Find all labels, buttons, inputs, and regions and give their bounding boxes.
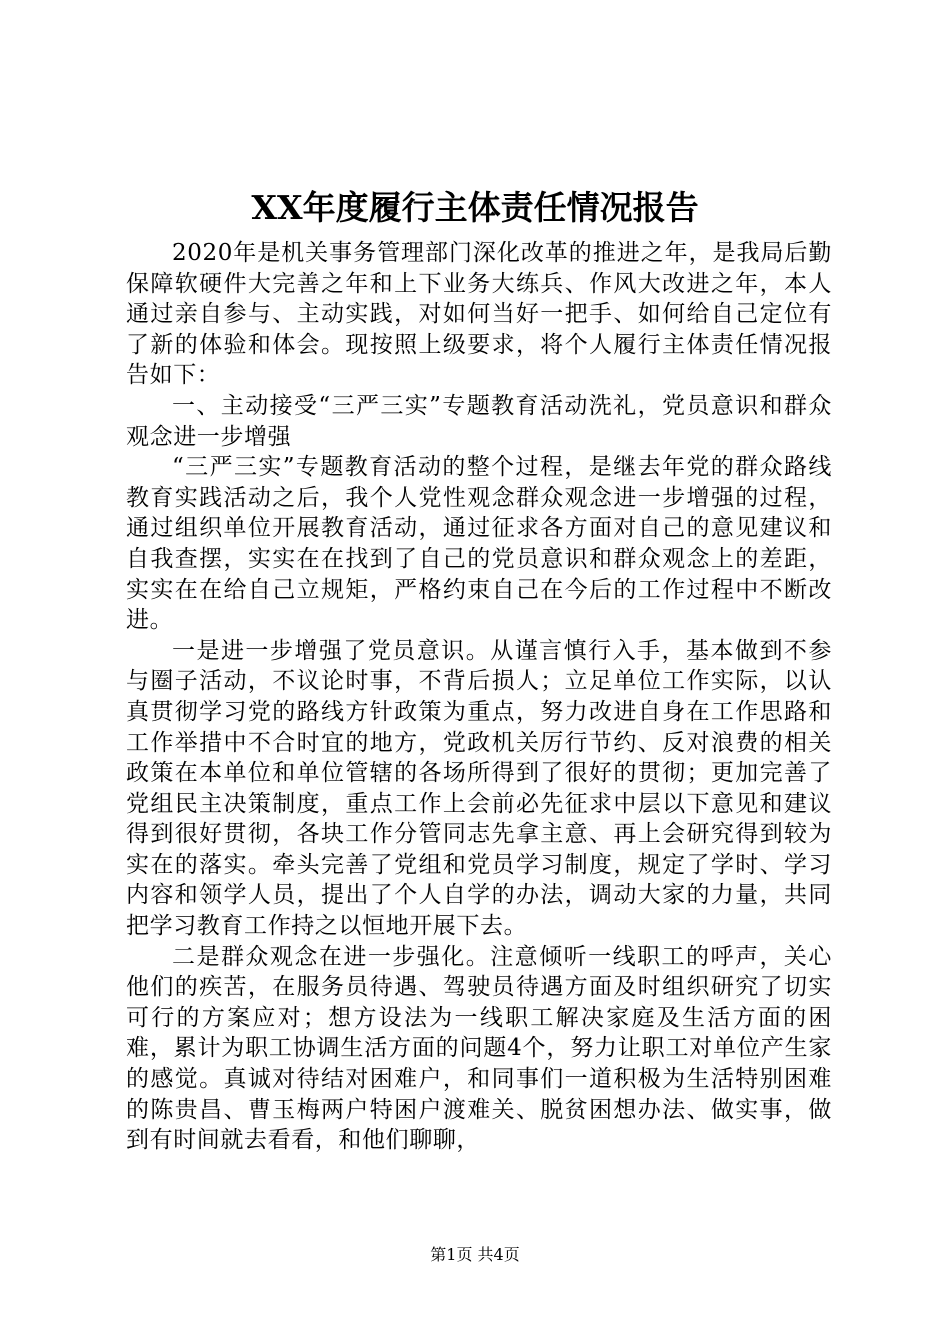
- paragraph-point-2: 二是群众观念在进一步强化。注意倾听一线职工的呼声，关心他们的疾苦，在服务员待遇、驾驶员待遇方面及时组织研究了切实可行的方案应对；想方设法为一线职工解决家庭及生活方面的困难，累计为职工协调生活方面的问题4个，努力让职工对单位产生家的感觉。真诚对待结对困难户，和同事们一道积极为生活特别困难的陈贵昌、曹玉梅两户特困户渡难关、脱贫困想办法、做实事，做到有时间就去看看，和他们聊聊，: [126, 943, 832, 1154]
- paragraph-point-1: 一是进一步增强了党员意识。从谨言慎行入手，基本做到不参与圈子活动，不议论时事，不背后损人；立足单位工作实际，以认真贯彻学习党的路线方针政策为重点，努力改进自身在工作思路和工作举措中不合时宜的地方，党政机关厉行节约、反对浪费的相关政策在本单位和单位管辖的各场所得到了很好的贯彻；更加完善了党组民主决策制度，重点工作上会前必先征求中层以下意见和建议得到很好贯彻，各块工作分管同志先拿主意、再上会研究得到较为实在的落实。牵头完善了党组和党员学习制度，规定了学时、学习内容和领学人员，提出了个人自学的办法，调动大家的力量，共同把学习教育工作持之以恒地开展下去。: [126, 637, 832, 940]
- paragraph-section-1: “三严三实”专题教育活动的整个过程，是继去年党的群众路线教育实践活动之后，我个人党性观念群众观念进一步增强的过程，通过组织单位开展教育活动，通过征求各方面对自己的意见建议和自我查摆，实实在在找到了自己的党员意识和群众观念上的差距，实实在在给自己立规矩，严格约束自己在今后的工作过程中不断改进。: [126, 454, 832, 634]
- page-footer: 第1页 共4页: [430, 1245, 520, 1264]
- paragraph-intro: 2020年是机关事务管理部门深化改革的推进之年，是我局后勤保障软硬件大完善之年和上下业务大练兵、作风大改进之年，本人通过亲自参与、主动实践，对如何当好一把手、如何给自己定位有了新的体验和体会。现按照上级要求，将个人履行主体责任情况报告如下：: [126, 240, 832, 389]
- section-heading-1: 一、主动接受“三严三实”专题教育活动洗礼，党员意识和群众观念进一步增强: [126, 392, 832, 450]
- document-body: [126, 238, 832, 1156]
- document-title: XX年度履行主体责任情况报告: [251, 188, 699, 227]
